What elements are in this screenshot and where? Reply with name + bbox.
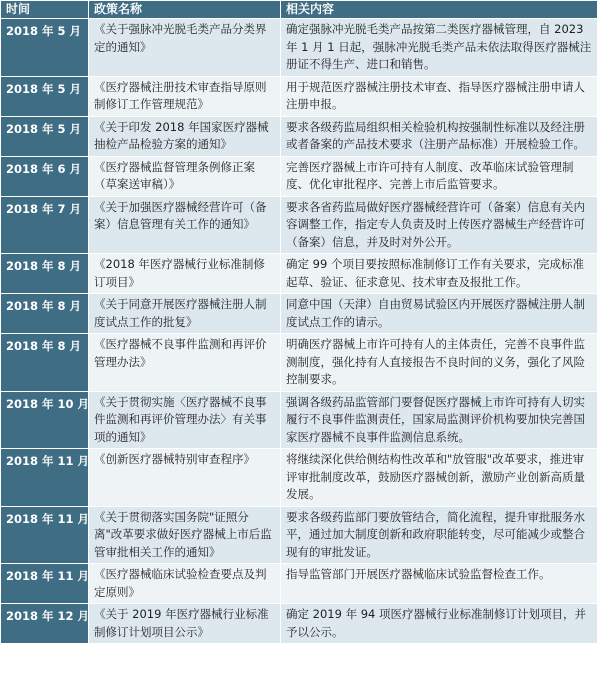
row-content: 完善医疗器械上市许可持有人制度、改革临床试验管理制度、优化审批程序、完善上市后监管要求。 <box>281 156 598 196</box>
table-row <box>1 564 598 604</box>
row-date: 2018 年 12 月 <box>1 604 89 644</box>
row-date: 2018 年 5 月 <box>1 19 89 77</box>
row-policy-name: 《关于贯彻落实国务院"证照分离"改革要求做好医疗器械上市后监管审批相关工作的通知》 <box>89 506 281 564</box>
row-content: 将继续深化供给侧结构性改革和"放管服"改革要求，推进审评审批制度改革，鼓励医疗器械创新，激励产业创新高质量发展。 <box>281 449 598 507</box>
table-row <box>1 604 598 644</box>
row-policy-name: 《关于 2019 年医疗器械行业标准制修订计划项目公示》 <box>89 604 281 644</box>
row-date: 2018 年 11 月 <box>1 564 89 604</box>
row-date: 2018 年 8 月 <box>1 254 89 294</box>
table-row <box>1 254 598 294</box>
table-row <box>1 19 598 77</box>
row-policy-name: 《医疗器械不良事件监测和再评价管理办法》 <box>89 334 281 392</box>
table-row <box>1 156 598 196</box>
table-row <box>1 196 598 254</box>
table-row <box>1 391 598 449</box>
row-date: 2018 年 8 月 <box>1 294 89 334</box>
row-content: 用于规范医疗器械注册技术审查、指导医疗器械注册申请人注册申报。 <box>281 76 598 116</box>
row-policy-name: 《关于强脉冲光脱毛类产品分类界定的通知》 <box>89 19 281 77</box>
row-date: 2018 年 8 月 <box>1 334 89 392</box>
row-date: 2018 年 10 月 <box>1 391 89 449</box>
row-content: 指导监管部门开展医疗器械临床试验监督检查工作。 <box>281 564 598 604</box>
table-row <box>1 334 598 392</box>
row-date: 2018 年 11 月 <box>1 506 89 564</box>
row-policy-name: 《2018 年医疗器械行业标准制修订项目》 <box>89 254 281 294</box>
table-row <box>1 449 598 507</box>
header-date: 时间 <box>1 1 89 19</box>
row-content: 确定 99 个项目要按照标准制修订工作有关要求，完成标准起草、验证、征求意见、技术审查及报批工作。 <box>281 254 598 294</box>
row-content: 要求各省药监局做好医疗器械经营许可（备案）信息有关内容调整工作，指定专人负责及时上传医疗器械生产经营许可（备案）信息，并及时对外公开。 <box>281 196 598 254</box>
table-row <box>1 506 598 564</box>
row-content: 确定 2019 年 94 项医疗器械行业标准制修订计划项目，并予以公示。 <box>281 604 598 644</box>
row-content: 强调各级药品监管部门要督促医疗器械上市许可持有人切实履行不良事件监测责任，国家局监测评价机构要加快完善国家医疗器械不良事件监测信息系统。 <box>281 391 598 449</box>
table-header <box>1 1 598 19</box>
row-policy-name: 《关于贯彻实施〈医疗器械不良事件监测和再评价管理办法〉有关事项的通知》 <box>89 391 281 449</box>
row-date: 2018 年 11 月 <box>1 449 89 507</box>
row-content: 确定强脉冲光脱毛类产品按第二类医疗器械管理，自 2023 年 1 月 1 日起，强脉冲光脱毛类产品未依法取得医疗器械注册证不得生产、进口和销售。 <box>281 19 598 77</box>
row-policy-name: 《关于印发 2018 年国家医疗器械抽检产品检验方案的通知》 <box>89 116 281 156</box>
row-date: 2018 年 7 月 <box>1 196 89 254</box>
row-policy-name: 《医疗器械临床试验检查要点及判定原则》 <box>89 564 281 604</box>
row-date: 2018 年 5 月 <box>1 76 89 116</box>
row-policy-name: 《关于加强医疗器械经营许可（备案）信息管理有关工作的通知》 <box>89 196 281 254</box>
row-date: 2018 年 5 月 <box>1 116 89 156</box>
table-row <box>1 76 598 116</box>
table-body <box>1 19 598 644</box>
row-content: 要求各级药监局组织相关检验机构按强制性标准以及经注册或者备案的产品技术要求（注册产品标准）开展检验工作。 <box>281 116 598 156</box>
row-content: 同意中国（天津）自由贸易试验区内开展医疗器械注册人制度试点工作的请示。 <box>281 294 598 334</box>
header-content: 相关内容 <box>281 1 598 19</box>
row-content: 要求各级药监部门要放管结合，简化流程，提升审批服务水平，通过加大制度创新和政府职能转变，尽可能减少或整合现有的审批发证。 <box>281 506 598 564</box>
header-policy-name: 政策名称 <box>89 1 281 19</box>
header-row <box>1 1 598 19</box>
row-policy-name: 《医疗器械注册技术审查指导原则制修订工作管理规范》 <box>89 76 281 116</box>
table-row <box>1 294 598 334</box>
table-row <box>1 116 598 156</box>
row-policy-name: 《关于同意开展医疗器械注册人制度试点工作的批复》 <box>89 294 281 334</box>
row-policy-name: 《医疗器械监督管理条例修正案（草案送审稿）》 <box>89 156 281 196</box>
row-policy-name: 《创新医疗器械特别审查程序》 <box>89 449 281 507</box>
row-content: 明确医疗器械上市许可持有人的主体责任，完善不良事件监测制度，强化持有人直接报告不良时间的义务，强化了风险控制要求。 <box>281 334 598 392</box>
row-date: 2018 年 6 月 <box>1 156 89 196</box>
